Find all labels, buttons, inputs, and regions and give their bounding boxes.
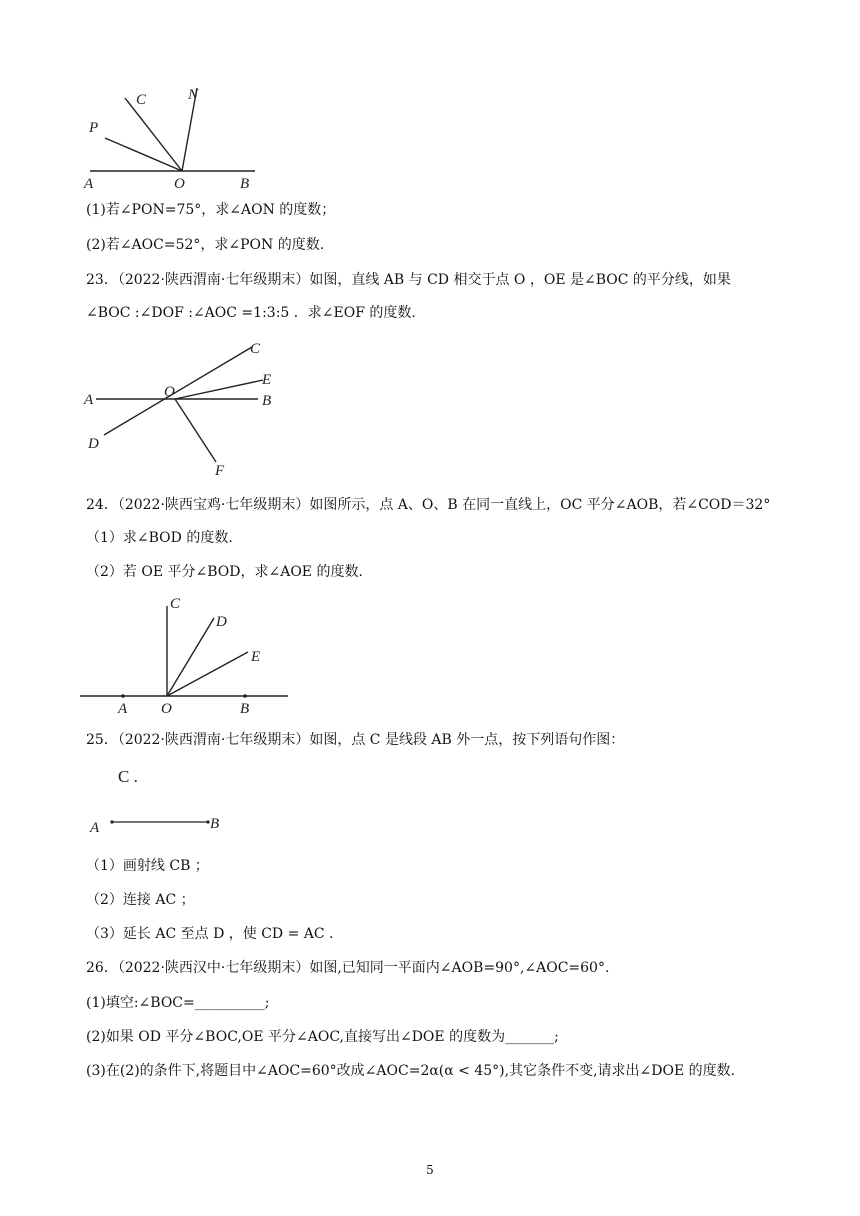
q24-part1: （1）求∠BOD 的度数. bbox=[86, 530, 233, 546]
q26-part3: (3)在(2)的条件下,将题目中∠AOC=60°改成∠AOC=2α(α < 45°),其它条件不变,请求出∠DOE 的度数. bbox=[86, 1063, 736, 1079]
figure-q24 bbox=[80, 592, 295, 720]
q23-line1: 23．（2022·陕西渭南·七年级期末）如图，直线 AB 与 CD 相交于点 O ，OE 是∠BOC 的平分线，如果 bbox=[86, 272, 731, 288]
label-B: B bbox=[240, 701, 250, 717]
figure-q22 bbox=[80, 82, 280, 194]
label-P: P bbox=[89, 120, 99, 136]
q26-part1: (1)填空:∠BOC=__________; bbox=[86, 995, 270, 1011]
page-number: 5 bbox=[426, 1163, 434, 1177]
label-O: O bbox=[174, 176, 185, 192]
figure-q25 bbox=[84, 762, 234, 840]
figure-q23 bbox=[80, 335, 290, 480]
label-C: C . bbox=[118, 767, 138, 786]
q23-line2: ∠BOC :∠DOF :∠AOC =1:3:5 ．求∠EOF 的度数. bbox=[86, 305, 416, 321]
label-A: A bbox=[118, 701, 128, 717]
q26-part2: (2)如果 OD 平分∠BOC,OE 平分∠AOC,直接写出∠DOE 的度数为_______; bbox=[86, 1029, 559, 1045]
label-A: A bbox=[90, 820, 100, 836]
q22-part2: (2)若∠AOC=52°，求∠PON 的度数. bbox=[86, 237, 325, 253]
label-N: N bbox=[188, 87, 199, 103]
label-C: C bbox=[136, 92, 147, 108]
label-F: F bbox=[215, 463, 225, 479]
label-B: B bbox=[210, 816, 220, 832]
label-O: O bbox=[164, 384, 175, 400]
label-O: O bbox=[161, 701, 172, 717]
label-C: C bbox=[250, 341, 261, 357]
q25-line1: 25．（2022·陕西渭南·七年级期末）如图，点 C 是线段 AB 外一点，按下列语句作图： bbox=[86, 732, 625, 748]
q24-part2: （2）若 OE 平分∠BOD，求∠AOE 的度数. bbox=[86, 564, 363, 580]
label-B: B bbox=[240, 176, 250, 192]
label-C: C bbox=[170, 596, 181, 612]
q26-line1: 26．（2022·陕西汉中·七年级期末）如图,已知同一平面内∠AOB=90°,∠AOC=60°. bbox=[86, 960, 610, 976]
label-D: D bbox=[216, 614, 227, 630]
label-D: D bbox=[88, 436, 99, 452]
label-A: A bbox=[84, 176, 94, 192]
label-E: E bbox=[262, 372, 272, 388]
q25-part3: （3）延长 AC 至点 D ，使 CD = AC . bbox=[86, 926, 334, 942]
q22-part1: (1)若∠PON=75°，求∠AON 的度数； bbox=[86, 202, 336, 218]
label-B: B bbox=[262, 393, 272, 409]
label-E: E bbox=[251, 649, 261, 665]
q25-part2: （2）连接 AC ； bbox=[86, 892, 195, 908]
q25-part1: （1）画射线 CB ； bbox=[86, 858, 209, 874]
q24-line1: 24．（2022·陕西宝鸡·七年级期末）如图所示，点 A、O、B 在同一直线上，OC 平分∠AOB，若∠COD＝32° bbox=[86, 497, 771, 513]
label-A: A bbox=[84, 392, 94, 408]
